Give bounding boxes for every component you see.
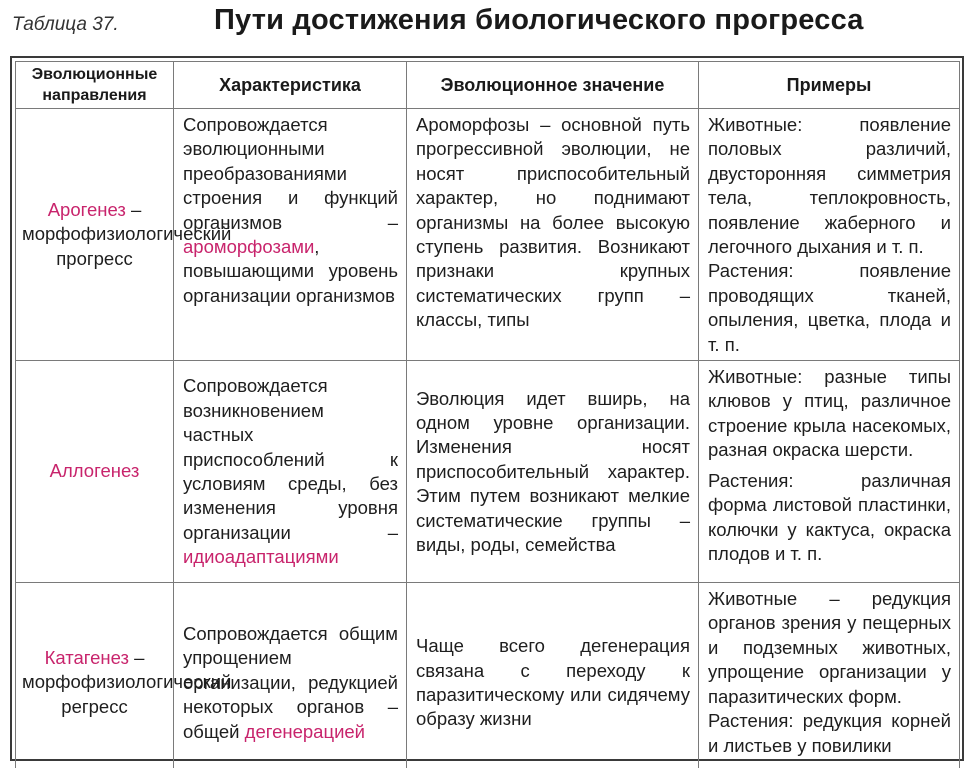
direction-cell [16, 109, 232, 361]
table-header-row [16, 62, 960, 109]
column-header-directions: Эволюционные направления [16, 62, 174, 109]
examples-animals: Животные – редукция органов зрения у пещерных и подземных животных, упрощение организации у паразитических форм. [708, 588, 951, 707]
characteristic-text: Сопровождается эволюционными преобразованиями строения и функций организмов – [183, 114, 398, 233]
characteristic-text: Сопровождается общим упрощением организации, редукцией некоторых органов – общей [183, 623, 398, 742]
examples-animals: Животные: появление половых различий, двусторонняя симметрия тела, теплокровность, появление жаберного и легочного дыхания и т. п. [708, 114, 951, 258]
table-frame [10, 56, 964, 761]
characteristic-text: Сопровождается возникновением частных приспособлений к условиям среды, без изменения уровня организации – [183, 375, 398, 543]
column-header-characteristic: Характеристика [174, 62, 407, 109]
direction-description: – морфофизиологический прогресс [22, 198, 232, 269]
characteristic-text-end: , повышающими уровень организации организмов [183, 236, 398, 306]
direction-term: Арогенез [47, 198, 126, 220]
examples-animals: Животные: разные типы клювов у птиц, различное строение крыла насекомых, разная окраска шерсти. [708, 366, 951, 461]
table-number-label: Таблица 37. [12, 14, 119, 35]
examples-cell [699, 583, 960, 768]
examples-cell [699, 361, 960, 583]
examples-cell [699, 109, 960, 361]
column-header-examples: Примеры [699, 62, 960, 109]
characteristic-cell [174, 361, 407, 583]
table-row [16, 361, 960, 583]
direction-term: Аллогенез [49, 460, 140, 482]
direction-cell [16, 583, 232, 768]
page-title: Пути достижения биологического прогресса [214, 4, 864, 36]
characteristic-term: ароморфозами [183, 236, 315, 258]
significance-cell: Эволюция идет вширь, на одном уровне организации. Изменения носят приспособительный характер. Этим путем возникают мелкие систематические группы – виды, роды, семейства [407, 361, 699, 583]
examples-plants: Растения: различная форма листовой пластинки, колючки у кактуса, окраска плодов и т. п. [708, 469, 951, 564]
direction-description: – морфофизиологический регресс [22, 646, 232, 717]
direction-term: Катагенез [44, 646, 129, 668]
characteristic-term: дегенерацией [244, 720, 366, 742]
examples-plants: Растения: редукция корней и листьев у повилики [708, 710, 951, 756]
significance-cell: Чаще всего дегенерация связана с переходу к паразитическому или сидячему образу жизни [407, 583, 699, 768]
characteristic-term: идиоадаптациями [183, 546, 339, 568]
column-header-significance: Эволюционное значение [407, 62, 699, 109]
biological-progress-table [15, 61, 960, 768]
table-row [16, 583, 960, 768]
characteristic-cell [174, 109, 407, 361]
direction-cell [16, 361, 174, 583]
examples-plants: Растения: появление проводящих тканей, опыления, цветка, плода и т. п. [708, 260, 951, 355]
significance-cell: Ароморфозы – основной путь прогрессивной эволюции, не носят приспособительный характер, но поднимают организмы на более высокую ступень развития. Возникают признаки крупных систематических групп – классы, типы [407, 109, 699, 361]
table-row [16, 109, 960, 361]
characteristic-cell [174, 583, 407, 768]
